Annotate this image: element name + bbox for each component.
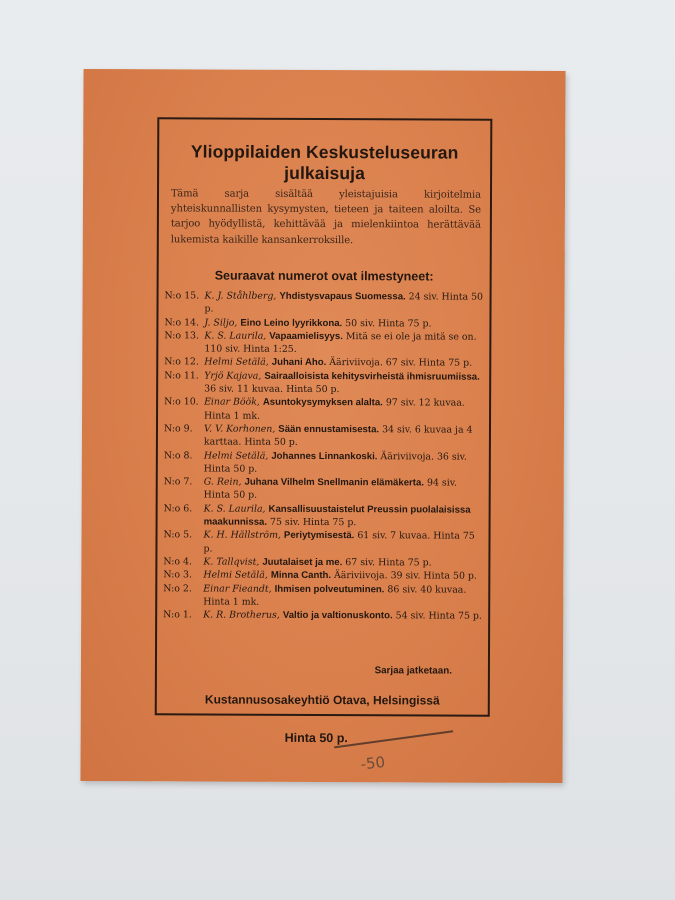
- price-strikethrough-mark: [334, 730, 453, 748]
- entry-author: K. S. Laurila,: [204, 330, 267, 342]
- entry-text: [204, 329, 486, 357]
- entry-number: N:o 5.: [163, 529, 193, 541]
- entry-text: [203, 582, 485, 610]
- entry-number: N:o 15.: [164, 290, 200, 302]
- entry-number: N:o 7.: [163, 476, 193, 488]
- entry-number: N:o 8.: [163, 449, 193, 461]
- entry-number: N:o 13.: [164, 330, 199, 342]
- entry-work-title: Kansallisuustaistelut Preussin puolalaisissa maakunnissa.: [203, 503, 471, 528]
- entry-details: 61 siv. 7 kuvaa. Hinta 75 p.: [203, 530, 475, 555]
- series-description: Tämä sarja sisältää yleistajuisia kirjoitelmia yhteiskunnallisten kysymysten, tieteen ja taiteen aloilta. Se tarjoo hyödyllistä, kehittävää ja mielenkiintoa herättävää lukemista kaikille kansankerroksille.: [170, 188, 482, 246]
- continue-note: Sarjaa jatketaan.: [374, 665, 452, 677]
- list-item: [164, 316, 486, 331]
- series-title: [159, 141, 490, 184]
- entry-work-title: Sairaalloisista kehitysvirheistä ihmisruumiissa.: [264, 370, 480, 383]
- entry-details: 24 siv. Hinta 50 p.: [204, 291, 484, 315]
- entry-text: [203, 529, 485, 557]
- entry-details: Ääriviivoja. 67 siv. Hinta 75 p.: [329, 357, 473, 370]
- list-item: [163, 569, 485, 584]
- entry-number: N:o 14.: [164, 316, 200, 329]
- entry-details: Ääriviivoja. 36 siv. Hinta 50 p.: [203, 450, 467, 475]
- entry-author: Yrjö Kajava,: [204, 370, 262, 382]
- entry-work-title: Minna Canth.: [270, 570, 332, 582]
- entry-author: K. H. Hällström,: [203, 529, 281, 542]
- entry-number: N:o 6.: [163, 503, 193, 515]
- entry-details: 67 siv. Hinta 75 p.: [345, 557, 432, 569]
- list-item: [164, 449, 486, 477]
- entry-details: 36 siv. 11 kuvaa. Hinta 50 p.: [204, 383, 340, 396]
- entry-author: Einar Fieandt,: [203, 583, 272, 595]
- entry-text: [204, 316, 486, 331]
- entry-number: N:o 11.: [164, 370, 199, 382]
- list-heading: Seuraavat numerot ovat ilmestyneet:: [214, 268, 434, 284]
- entry-text: [203, 569, 485, 584]
- entry-text: [204, 369, 486, 397]
- entry-text: [204, 476, 486, 504]
- bordered-panel: [155, 117, 493, 716]
- booklet-back-cover: [80, 69, 565, 783]
- entry-author: J. Siljo,: [204, 317, 238, 329]
- list-item: [164, 396, 486, 424]
- entry-number: N:o 4.: [163, 556, 193, 568]
- entry-author: K. S. Laurila,: [203, 503, 266, 515]
- entry-number: N:o 2.: [163, 582, 192, 594]
- entry-text: [203, 609, 485, 624]
- entry-details: 94 siv. Hinta 50 p.: [203, 477, 457, 502]
- entry-number: N:o 12.: [164, 356, 199, 368]
- list-item: [163, 582, 485, 610]
- entry-author: Helmi Setälä,: [204, 356, 269, 369]
- entry-text: [204, 502, 486, 530]
- entry-details: Mitä se ei ole ja mitä se on. 110 siv. Hinta 1:25.: [204, 330, 477, 356]
- list-item: [164, 289, 486, 317]
- entry-author: V. V. Korhonen,: [203, 423, 276, 435]
- entry-number: N:o 10.: [164, 396, 199, 408]
- entry-author: K. J. Ståhlberg,: [204, 290, 277, 302]
- list-item: [164, 475, 486, 503]
- entry-work-title: Eino Leino lyyrikkona.: [240, 317, 343, 329]
- entry-details: Ääriviivoja. 39 siv. Hinta 50 p.: [334, 570, 477, 582]
- entry-work-title: Valtio ja valtionuskonto.: [282, 609, 393, 622]
- list-item: [164, 422, 486, 450]
- list-item: [164, 369, 486, 397]
- entry-work-title: Ihmisen polveutuminen.: [274, 583, 385, 595]
- entry-details: 75 siv. Hinta 75 p.: [270, 516, 357, 529]
- entry-author: Helmi Setälä,: [203, 450, 269, 462]
- publisher-line: Kustannusosakeyhtiö Otava, Helsingissä: [204, 692, 440, 708]
- entry-work-title: Johannes Linnankoski.: [271, 450, 378, 462]
- list-item: [163, 608, 485, 623]
- entry-details: 97 siv. 12 kuvaa. Hinta 1 mk.: [204, 397, 465, 422]
- cover-price: Hinta 50 p.: [284, 730, 348, 746]
- entry-text: [204, 422, 486, 450]
- entry-details: 34 siv. 6 kuvaa ja 4 karttaa. Hinta 50 p.: [203, 424, 473, 449]
- entry-work-title: Yhdistysvapaus Suomessa.: [279, 290, 406, 303]
- entry-number: N:o 9.: [163, 423, 193, 435]
- entry-work-title: Juhana Vilhelm Snellmanin elämäkerta.: [244, 476, 425, 489]
- entry-author: Einar Böök,: [204, 396, 260, 409]
- list-item: [164, 329, 486, 357]
- entry-work-title: Sään ennustamisesta.: [278, 423, 380, 436]
- entry-text: [204, 396, 486, 424]
- title-line-2: julkaisuja: [284, 162, 366, 184]
- list-item: [164, 502, 486, 530]
- entry-work-title: Periytymisestä.: [283, 530, 355, 542]
- entry-details: 50 siv. Hinta 75 p.: [345, 317, 432, 330]
- entry-work-title: Asuntokysymyksen alalta.: [262, 397, 383, 409]
- entry-work-title: Juhani Aho.: [271, 357, 327, 369]
- entry-work-title: Vapaamielisyys.: [269, 330, 343, 342]
- entry-number: N:o 1.: [163, 609, 192, 621]
- entry-number: N:o 3.: [163, 569, 192, 581]
- list-item: [163, 529, 485, 557]
- entry-author: Helmi Setälä,: [203, 569, 268, 581]
- entry-author: K. R. Brotherus,: [203, 609, 280, 621]
- entry-text: [204, 449, 486, 477]
- entry-text: [204, 289, 486, 317]
- list-item: [163, 555, 485, 570]
- entry-author: G. Rein,: [203, 476, 242, 488]
- list-item: [164, 356, 486, 371]
- entry-details: 54 siv. Hinta 75 p.: [395, 610, 482, 622]
- entry-text: [203, 555, 485, 570]
- entry-text: [204, 356, 486, 371]
- title-line-1: Ylioppilaiden Keskusteluseuran: [190, 141, 459, 163]
- publication-list: [163, 289, 486, 623]
- pencil-price-note: -50: [359, 753, 386, 774]
- entry-author: K. Tallqvist,: [203, 556, 260, 568]
- entry-details: 86 siv. 40 kuvaa. Hinta 1 mk.: [203, 583, 467, 608]
- entry-work-title: Juutalaiset ja me.: [262, 556, 343, 569]
